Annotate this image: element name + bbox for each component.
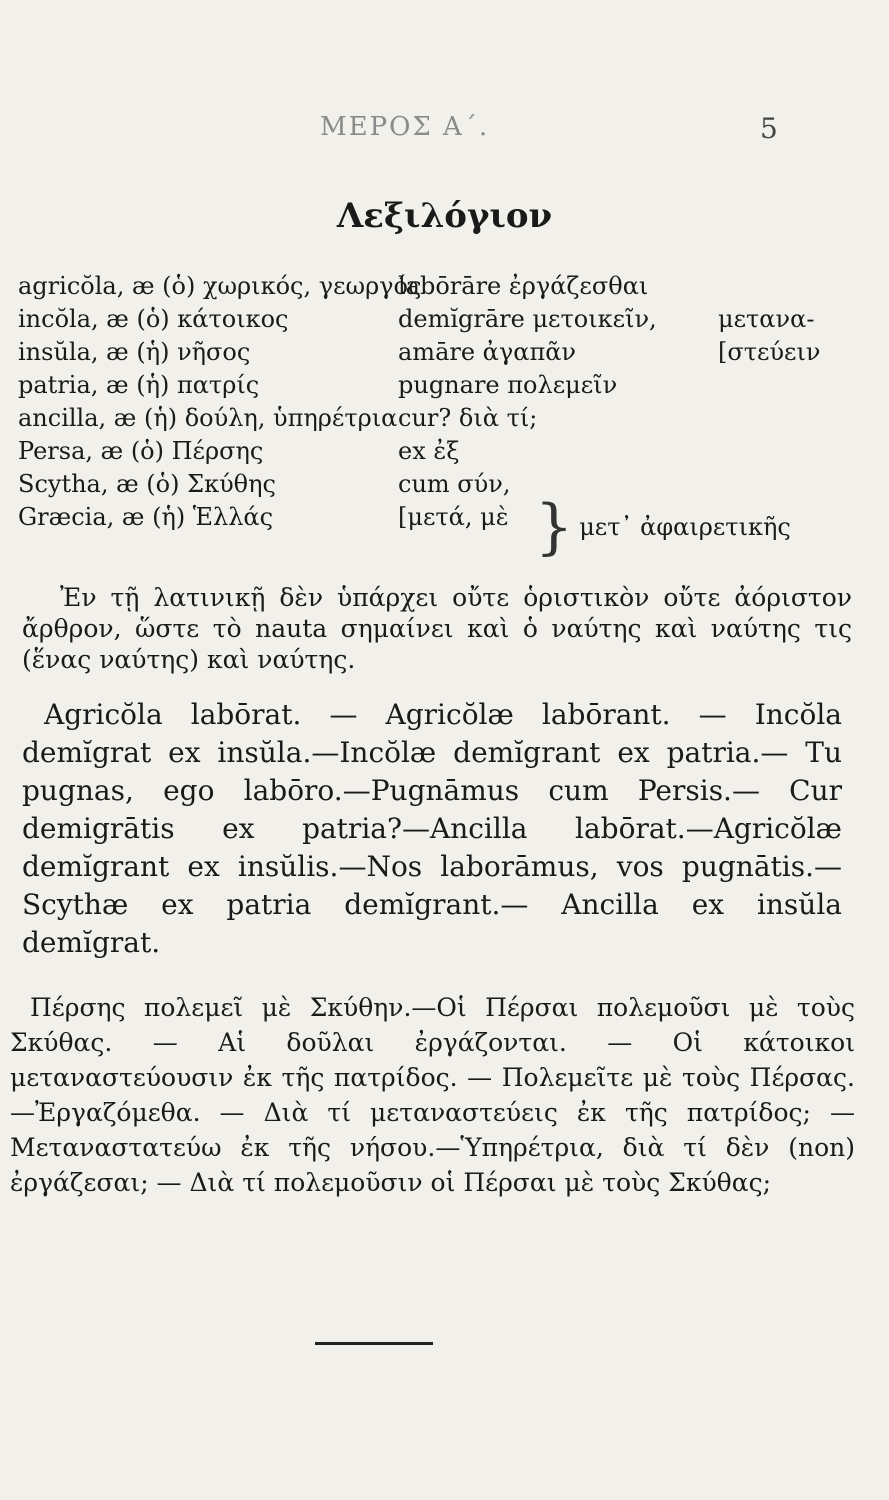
preposition-note [535,492,791,562]
vocab-entry: cur? διὰ τί; [398,404,538,432]
page-header [0,112,889,152]
vocab-entry: incŏla, æ (ὁ) κάτοικος [18,305,289,333]
vocab-entry: [μετά, μὲ [398,503,509,531]
vocab-row [18,371,878,404]
vocab-entry: agricŏla, æ (ὁ) χωρικός, γεωργός [18,272,422,300]
page-number: 5 [760,112,778,145]
vocab-row [18,437,878,470]
vocab-entry: insŭla, æ (ἡ) νῆσος [18,338,251,366]
vocab-entry: ex ἐξ [398,437,460,465]
vocab-row [18,305,878,338]
vocab-entry: patria, æ (ἡ) πατρίς [18,371,260,399]
vocab-entry: Persa, æ (ὁ) Πέρσης [18,437,264,465]
vocab-entry: Scytha, æ (ὁ) Σκύθης [18,470,276,498]
vocab-row [18,338,878,371]
vocab-entry: Græcia, æ (ἡ) Ἑλλάς [18,503,274,531]
vocab-entry: [στεύειν [718,338,821,366]
running-head: ΜΕΡΟΣ Α΄. [320,112,490,142]
preposition-note-text: μετ᾽ ἀφαιρετικῆς [579,513,791,541]
vocab-entry: demĭgrāre μετοικεῖν, [398,305,657,333]
vocab-entry: amāre ἀγαπᾶν [398,338,577,366]
greek-exercise-paragraph: Πέρσης πολεμεῖ μὲ Σκύθην.—Οἱ Πέρσαι πολεμοῦσι μὲ τοὺς Σκύθας. — Αἱ δοῦλαι ἐργάζονται. — Οἱ κάτοικοι μεταναστεύουσιν ἐκ τῆς πατρίδος. — Πολεμεῖτε μὲ τοὺς Πέρσας.—Ἐργαζόμεθα. — Διὰ τί μεταναστεύεις ἐκ τῆς πατρίδος; — Μεταναστατεύω ἐκ τῆς νήσου.—Ὑπηρέτρια, διὰ τί δὲν (non) ἐργάζεσαι; — Διὰ τί πολεμοῦσιν οἱ Πέρσαι μὲ τοὺς Σκύθας; [10,993,855,1197]
vocab-entry: ancilla, æ (ἡ) δούλη, ὑπηρέτρια [18,404,398,432]
vocab-row [18,272,878,305]
vocab-entry: cum σύν, [398,470,511,498]
vocab-entry: labōrāre ἐργάζεσθαι [398,272,649,300]
section-title: Λεξιλόγιον [336,196,553,236]
right-brace-icon: } [535,492,574,562]
vocab-row [18,404,878,437]
section-divider [315,1342,433,1345]
grammar-note-paragraph: Ἐν τῇ λατινικῇ δὲν ὑπάρχει οὔτε ὁριστικὸν οὔτε ἀόριστον ἄρθρον, ὥστε τὸ nauta σημαίνει καὶ ὁ ναύτης καὶ ναύτης τις (ἕνας ναύτης) καὶ ναύτης. [22,583,852,674]
vocab-entry: μετανα- [718,305,815,333]
latin-exercise-paragraph: Agricŏla labōrat. — Agricŏlæ labōrant. — Incŏla demĭgrat ex insŭla.—Incŏlæ demĭgrant ex patria.— Tu pugnas, ego labōro.—Pugnāmus cum Persis.— Cur demigrātis ex patria?—Ancilla labōrat.—Agricŏlæ demĭgrant ex insŭlis.—Nos laborāmus, vos pugnātis.—Scythæ ex patria demĭgrant.— Ancilla ex insŭla demĭgrat. [22,698,842,959]
vocab-entry: pugnare πολεμεῖν [398,371,618,399]
